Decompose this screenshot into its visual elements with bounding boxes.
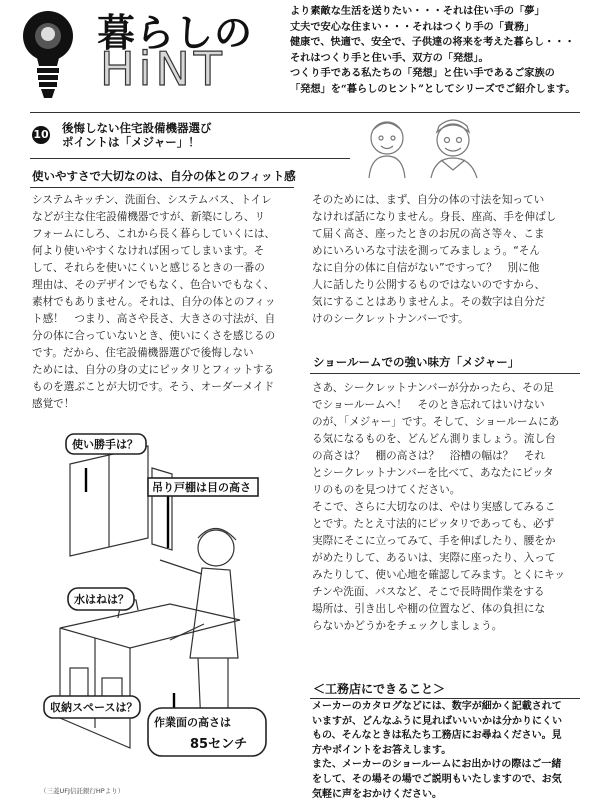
body-line: 気にすることはありませんよ。その数字は自分だ (312, 296, 546, 308)
body-line: でショールームへ！ そのとき忘れてはいけない (312, 399, 545, 411)
box-line: もの、そんなときは私たち工務店にお尋ねください。見 (312, 730, 562, 742)
body-line: チンや洗面、バスなど、そこで長時間作業をする (312, 586, 545, 598)
body-line: けのシークレットナンバーです。 (312, 313, 469, 325)
body-line: らないかどうかをチェックしましょう。 (312, 620, 503, 632)
body-line: そこで、さらに大切なのは、やはり実感してみるこ (312, 501, 556, 513)
right-heading: ショールームでの強い味方「メジャー」 (313, 355, 520, 369)
image-credit: （三菱UFJ信託銀行HPより） (40, 787, 125, 795)
intro-text (290, 4, 590, 98)
section-number: 10 (32, 126, 50, 144)
body-line: のが、「メジャー」です。そして、ショールームにあ (312, 416, 560, 428)
label-storage: 収納スペースは？ (50, 701, 138, 714)
label-usability: 使い勝手は？ (72, 438, 138, 451)
body-line: なければ話になりません。身長、座高、手を伸ばし (312, 211, 557, 223)
intro-line: 「発想」を“暮らしのヒント”としてシリーズでご紹介します。 (290, 82, 576, 95)
section-title-line: 後悔しない住宅設備機器選び (62, 121, 212, 135)
right-body-1 (312, 192, 582, 328)
body-line: めにいろいろな寸法を測ってみましょう。“そん (312, 245, 540, 257)
body-line: です。だから、住宅設備機器選びで後悔しない (32, 347, 254, 359)
body-line: 場所は、引き出しや棚の位置など、体の負担にな (312, 603, 546, 615)
intro-line: 健康で、快適で、安全で、子供達の将来を考えた暮らし・・・ (290, 36, 575, 49)
label-work-height: 作業面の高さは (154, 716, 231, 729)
intro-line: それはつくり手と住い手、双方の「発想」。 (290, 51, 489, 64)
body-line: 何より使いやすくなければ困ってしまいます。そ (32, 245, 265, 257)
body-line: さあ、シークレットナンバーが分かったら、その足 (312, 382, 554, 394)
body-line: して、それらを使いにくいと感じるときの一番の (32, 262, 265, 274)
label-splash: 水はねは？ (74, 593, 129, 606)
box-heading: ＜工務店にできること＞ (313, 682, 446, 696)
kitchen-illustration (40, 428, 288, 780)
box-line: また、メーカーのショールームにお出かけの際はご一緒 (312, 759, 562, 771)
page-title-hint: HiNT (100, 42, 226, 96)
box-line: メーカーのカタログなどには、数字が細かく記載されて (312, 701, 562, 712)
body-line: システムキッチン、洗面台、システムバス、トイレ (32, 194, 272, 206)
intro-line: より素敵な生活を送りたい・・・それは住い手の「夢」 (290, 5, 545, 17)
body-line: みたりして、使い心地を確認してみます。とくにキッ (312, 569, 565, 581)
body-line: とです。たとえ寸法的にピッタリであっても、必ず (312, 518, 555, 530)
cartoon-characters-image (355, 116, 495, 180)
body-line: なに自分の体に自信がない”ですって？ 別に他 (312, 262, 540, 274)
body-line: ト感！ つまり、高さや長さ、大きさの寸法が、自 (32, 313, 276, 325)
label-wall-cabinet: 吊り戸棚は目の高さ (152, 481, 251, 494)
body-line: 実際にそこに立ってみて、手を伸ばしたり、腰をか (312, 535, 556, 547)
box-line: 方やポイントをお答えします。 (312, 744, 452, 756)
body-line: リのものを見つけてください。 (312, 484, 461, 496)
body-line: 理由は、そのデザインでもなく、色合いでもなく、 (32, 279, 275, 291)
body-line: 人に話したり公開するものではないのですから、 (312, 279, 546, 291)
body-line: そのためには、まず、自分の体の寸法を知ってい (312, 194, 545, 206)
body-line: 分の体に合っていないとき、使いにくさを感じるの (32, 330, 276, 342)
body-line: 素材でもありません。それは、自分の体とのフィッ (32, 296, 276, 308)
body-line: 感覚で！ (32, 398, 75, 410)
intro-line: つくり手である私たちの「発想」と住い手であるご家族の (290, 67, 555, 80)
section-divider (30, 158, 350, 159)
box-line: いますが、どんなふうに見ればいいいかは分かりにくい (312, 715, 562, 727)
section-title (62, 121, 212, 149)
left-body (32, 192, 294, 413)
left-heading-underline (30, 187, 294, 188)
left-heading: 使いやすさで大切なのは、自分の体とのフィット感 (32, 169, 296, 183)
box-body (312, 700, 582, 802)
body-line: フォームにしろ、これから長く暮らしていくには、 (32, 228, 276, 240)
box-line: をして、その場その場でご説明もいたしますので、お気 (312, 773, 562, 785)
body-line: などが主な住宅設備機器ですが、新築にしろ、リ (32, 211, 266, 223)
header-divider (30, 112, 580, 113)
label-85cm: 85センチ (190, 737, 248, 752)
body-line: ためには、自分の身の丈にピッタリとフィットする (32, 364, 275, 376)
box-line: 気軽に声をおかけください。 (312, 788, 442, 800)
section-title-line: ポイントは「メジャー」！ (62, 135, 200, 149)
right-heading-underline (310, 373, 580, 374)
light-bulb-icon (22, 6, 74, 104)
body-line: がめたりして、あるいは、実際に座ったり、入って (312, 552, 556, 564)
body-line: て届く高さ、座ったときのお尻の高さ等々、こま (312, 228, 545, 240)
body-line: とシークレットナンバーを比べて、あなたにピッタ (312, 467, 554, 479)
right-body-2 (312, 380, 582, 635)
intro-line: 丈夫で安心な住まい・・・それはつくり手の「責務」 (290, 20, 535, 33)
body-line: の高さは？ 棚の高さは？ 浴槽の幅は？ それ (312, 450, 546, 462)
page-title: 暮らしの (97, 10, 254, 55)
body-line: ものを選ぶことが大切です。そう、オーダーメイド (32, 381, 275, 393)
box-heading-underline (310, 698, 580, 699)
body-line: る気になるものを、どんどん測りましょう。流し台 (312, 433, 556, 445)
